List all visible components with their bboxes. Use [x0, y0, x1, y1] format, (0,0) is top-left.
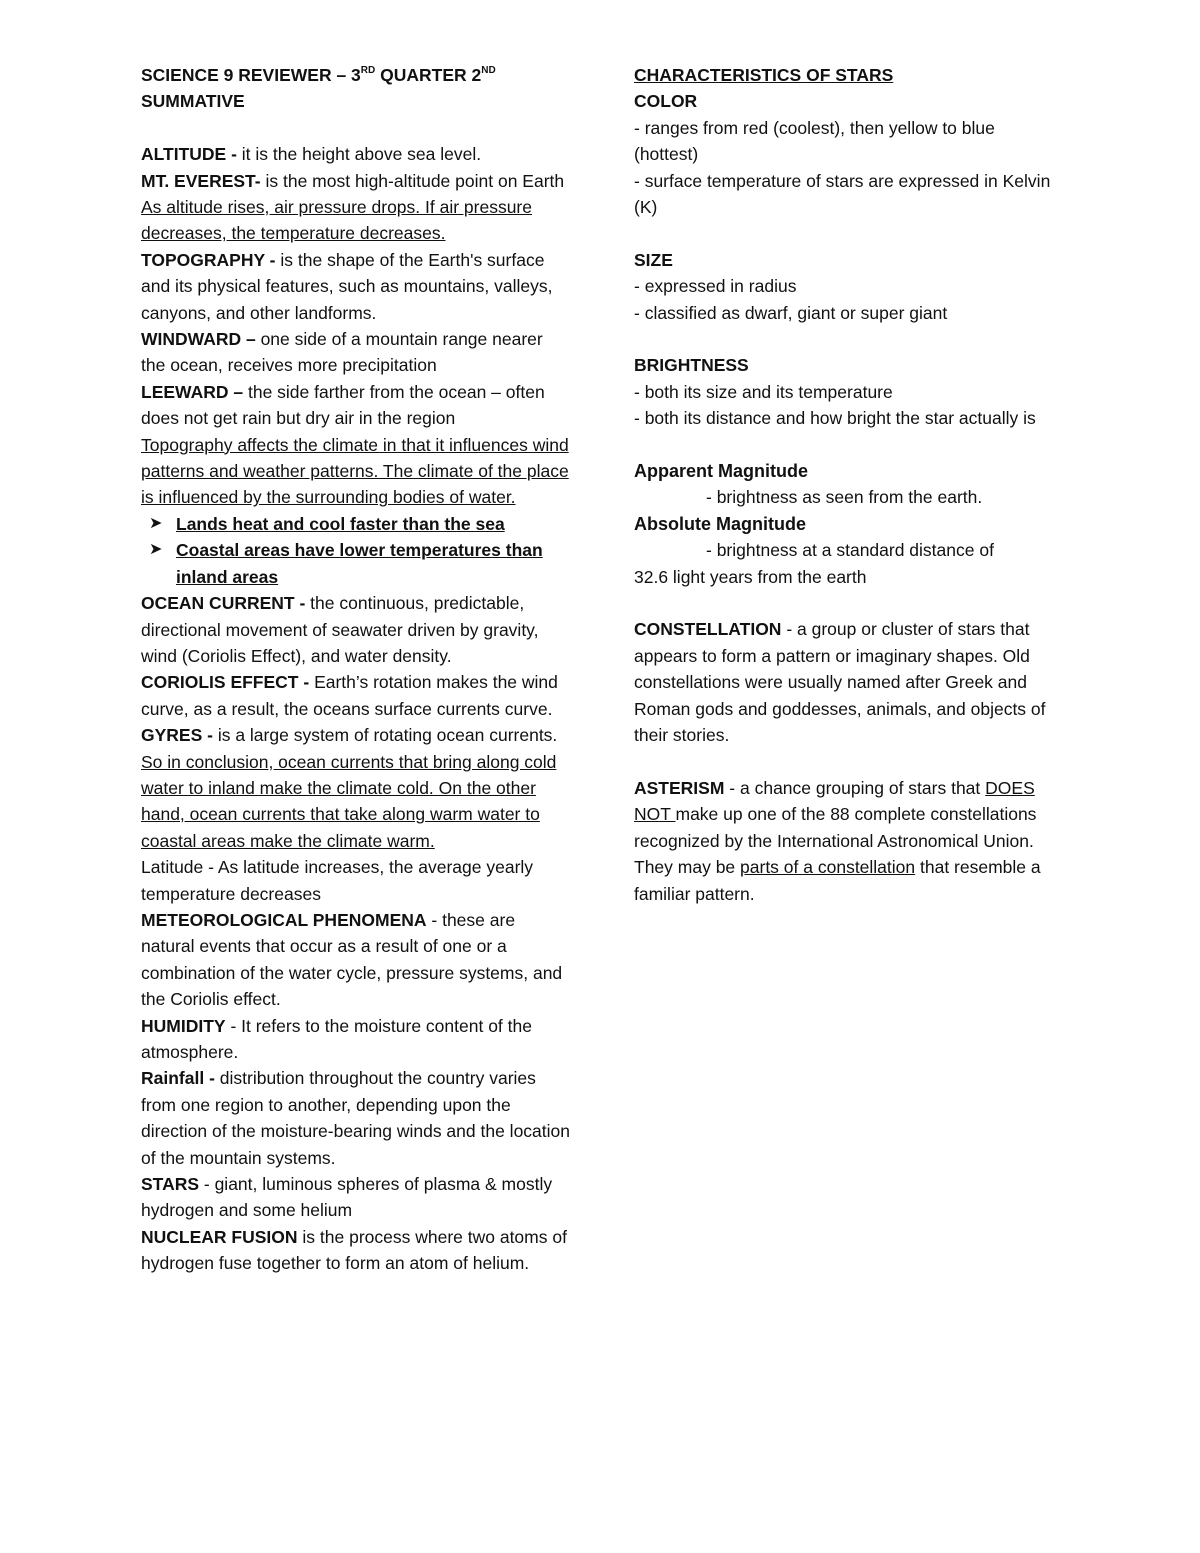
windward-entry: WINDWARD – one side of a mountain range nearer the ocean, receives more precipitation	[141, 329, 543, 376]
bullet-item: ➤ Coastal areas have lower temperatures than inland areas	[141, 537, 571, 590]
topography-climate-note: Topography affects the climate in that it influences wind patterns and weather patterns. The climate of the place is influenced by the surrounding bodies of water.	[141, 434, 569, 508]
ocean-current-entry: OCEAN CURRENT - the continuous, predictable, directional movement of seawater driven by gravity, wind (Coriolis Effect), and water density.	[141, 593, 539, 666]
arrow-bullet-icon: ➤	[149, 541, 163, 559]
apparent-magnitude-label: Apparent Magnitude	[634, 461, 808, 482]
brightness-point: - both its distance and how bright the star actually is	[634, 408, 1036, 429]
nuclear-fusion-entry: NUCLEAR FUSION is the process where two atoms of hydrogen fuse together to form an atom of helium.	[141, 1226, 567, 1274]
left-column	[141, 62, 571, 1277]
page-title: SCIENCE 9 REVIEWER – 3RD QUARTER 2ND SUMMATIVE	[141, 65, 496, 112]
absolute-magnitude-def-cont: 32.6 light years from the earth	[634, 566, 867, 587]
brightness-label: BRIGHTNESS	[634, 355, 749, 376]
conclusion-note: So in conclusion, ocean currents that bring along cold water to inland make the climate cold. On the other hand, ocean currents that take along warm water to coastal areas make the climate warm.	[141, 751, 557, 851]
brightness-point: - both its size and its temperature	[634, 381, 893, 402]
air-pressure-note: As altitude rises, air pressure drops. If air pressure decreases, the temperature decreases.	[141, 197, 532, 244]
color-point: - ranges from red (coolest), then yellow to blue (hottest)	[634, 117, 995, 165]
arrow-bullet-icon: ➤	[149, 514, 163, 532]
constellation-entry: CONSTELLATION - a group or cluster of stars that appears to form a pattern or imaginary shapes. Old constellations were usually named after Greek and Roman gods and goddesses, animals, and objects of their stories.	[634, 619, 1046, 746]
meteorological-entry: METEOROLOGICAL PHENOMENA - these are natural events that occur as a result of one or a combination of the water cycle, pressure systems, and the Coriolis effect.	[141, 909, 563, 1010]
asterism-entry: ASTERISM - a chance grouping of stars that DOES NOT make up one of the 88 complete constellations recognized by the International Astronomical Union. They may be parts of a constellation that resemble a familiar pattern.	[634, 777, 1041, 904]
everest-entry: MT. EVEREST- is the most high-altitude point on Earth	[141, 170, 565, 191]
apparent-magnitude-def: - brightness as seen from the earth.	[706, 487, 983, 508]
color-point: - surface temperature of stars are expressed in Kelvin (K)	[634, 170, 1051, 218]
size-point: - expressed in radius	[634, 276, 797, 297]
humidity-entry: HUMIDITY - It refers to the moisture content of the atmosphere.	[141, 1015, 532, 1063]
altitude-entry: ALTITUDE - it is the height above sea level.	[141, 144, 482, 165]
absolute-magnitude-def: - brightness at a standard distance of	[706, 540, 994, 561]
topography-entry: TOPOGRAPHY - is the shape of the Earth's surface and its physical features, such as mountains, valleys, canyons, and other landforms.	[141, 249, 553, 323]
gyres-entry: GYRES - is a large system of rotating ocean currents.	[141, 725, 558, 746]
stars-entry: STARS - giant, luminous spheres of plasma & mostly hydrogen and some helium	[141, 1174, 553, 1221]
leeward-entry: LEEWARD – the side farther from the ocean – often does not get rain but dry air in the region	[141, 381, 545, 429]
size-point: - classified as dwarf, giant or super giant	[634, 302, 948, 323]
bullet-item: ➤ Lands heat and cool faster than the sea	[141, 511, 571, 537]
latitude-entry: Latitude - As latitude increases, the average yearly temperature decreases	[141, 857, 534, 904]
rainfall-entry: Rainfall - distribution throughout the country varies from one region to another, depending upon the direction of the moisture-bearing winds and the location of the mountain systems.	[141, 1068, 570, 1168]
color-label: COLOR	[634, 91, 698, 112]
right-column	[634, 62, 1054, 907]
coriolis-entry: CORIOLIS EFFECT - Earth’s rotation makes the wind curve, as a result, the oceans surface currents curve.	[141, 672, 558, 719]
section-heading: CHARACTERISTICS OF STARS	[634, 65, 894, 85]
absolute-magnitude-label: Absolute Magnitude	[634, 513, 806, 534]
size-label: SIZE	[634, 249, 673, 270]
